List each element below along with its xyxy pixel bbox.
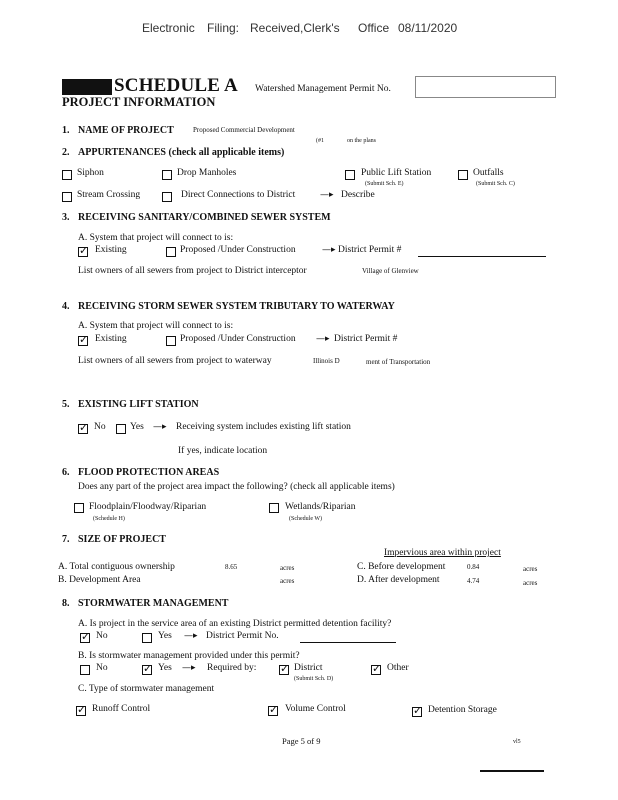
project-name-value[interactable]: Proposed Commercial Development [193, 126, 295, 134]
s3-question: A. System that project will connect to is: [78, 233, 234, 243]
s5-number: 5. [62, 399, 70, 410]
after-development-label: D. After development [357, 575, 440, 585]
describe-label: Describe [341, 190, 375, 200]
redaction-mark [62, 79, 112, 95]
total-ownership-unit: acres [280, 564, 295, 572]
volume-control-checkbox[interactable] [268, 706, 278, 716]
wetlands-checkbox[interactable] [269, 503, 279, 513]
detention-storage-checkbox[interactable] [412, 707, 422, 717]
total-ownership-label: A. Total contiguous ownership [58, 562, 175, 572]
s5-text: Receiving system includes existing lift station [176, 422, 351, 432]
s4-label: RECEIVING STORM SEWER SYSTEM TRIBUTARY TO WATERWAY [78, 301, 395, 312]
s8a-question: A. Is project in the service area of an existing District permitted detention facility? [78, 619, 392, 629]
stream-crossing-label: Stream Crossing [77, 190, 141, 200]
s4-existing-label: Existing [95, 334, 127, 344]
page-number: Page 5 of 9 [282, 736, 321, 746]
s8c-question: C. Type of stormwater management [78, 684, 215, 694]
s6-question: Does any part of the project area impact the following? (check all applicable items) [78, 482, 395, 492]
s5-if-yes: If yes, indicate location [178, 446, 268, 456]
arrow-icon: —▸ [320, 190, 334, 200]
s5-no-label: No [94, 422, 106, 432]
s8a-yes-checkbox[interactable] [142, 633, 152, 643]
public-lift-station-checkbox[interactable] [345, 170, 355, 180]
direct-connections-label: Direct Connections to District [181, 190, 296, 200]
s8a-yes-label: Yes [158, 631, 172, 641]
permit-number-field[interactable] [415, 76, 556, 98]
detention-storage-label: Detention Storage [428, 705, 497, 715]
s3-number: 3. [62, 212, 70, 223]
arrow-icon: —▸ [322, 245, 336, 255]
development-area-unit: acres [280, 577, 295, 585]
s8b-no-checkbox[interactable] [80, 665, 90, 675]
s2-label: APPURTENANCES (check all applicable items) [78, 147, 285, 158]
s5-no-checkbox[interactable] [78, 424, 88, 434]
s5-yes-checkbox[interactable] [116, 424, 126, 434]
s8b-yes-label: Yes [158, 663, 172, 673]
before-development-label: C. Before development [357, 562, 446, 572]
header-date: 08/11/2020 [398, 21, 458, 35]
arrow-icon: —▸ [182, 663, 196, 673]
s8b-district-label: District [294, 663, 323, 673]
after-development-value[interactable]: 4.74 [467, 577, 480, 585]
s4-permit-label: District Permit # [334, 334, 398, 344]
s8b-other-checkbox[interactable] [371, 665, 381, 675]
project-name-note1: (#1 [316, 138, 324, 144]
s8a-no-label: No [96, 631, 108, 641]
s4-owners-value1[interactable]: Illinois D [313, 357, 340, 365]
s3-proposed-label: Proposed /Under Construction [180, 245, 296, 255]
before-development-unit: acres [523, 565, 538, 573]
s5-label: EXISTING LIFT STATION [78, 399, 199, 410]
s8b-district-sub: (Submit Sch. D) [294, 676, 334, 682]
s8-number: 8. [62, 598, 70, 609]
stream-crossing-checkbox[interactable] [62, 192, 72, 202]
outfalls-label: Outfalls [473, 168, 504, 178]
s7-label: SIZE OF PROJECT [78, 534, 166, 545]
s8a-permit-field[interactable] [300, 642, 396, 643]
arrow-icon: —▸ [153, 422, 167, 432]
s8a-permit-label: District Permit No. [206, 631, 279, 641]
s8b-yes-checkbox[interactable] [142, 665, 152, 675]
s8b-district-checkbox[interactable] [279, 665, 289, 675]
s4-owners-label: List owners of all sewers from project to waterway [78, 356, 272, 366]
header-filing: Filing: [207, 21, 240, 35]
permit-number-label: Watershed Management Permit No. [255, 84, 391, 94]
s4-owners-value2[interactable]: ment of Transportation [366, 358, 431, 366]
s1-number: 1. [62, 125, 70, 136]
s2-number: 2. [62, 147, 70, 158]
after-development-unit: acres [523, 579, 538, 587]
s7-number: 7. [62, 534, 70, 545]
s3-label: RECEIVING SANITARY/COMBINED SEWER SYSTEM [78, 212, 331, 223]
s3-permit-field[interactable] [418, 256, 546, 257]
wetlands-label: Wetlands/Riparian [285, 502, 356, 512]
drop-manholes-checkbox[interactable] [162, 170, 172, 180]
page-subtitle: PROJECT INFORMATION [62, 95, 216, 109]
s3-owners-value[interactable]: Village of Glenview [362, 267, 419, 275]
s4-existing-checkbox[interactable] [78, 336, 88, 346]
s4-number: 4. [62, 301, 70, 312]
development-area-label: B. Development Area [58, 575, 141, 585]
project-name-note2: on the plans [347, 138, 376, 144]
outfalls-checkbox[interactable] [458, 170, 468, 180]
s4-proposed-checkbox[interactable] [166, 336, 176, 346]
public-lift-station-label: Public Lift Station [361, 168, 432, 178]
public-lift-station-sub: (Submit Sch. E) [365, 181, 404, 187]
floodplain-sub: (Schedule H) [93, 516, 125, 522]
s8b-other-label: Other [387, 663, 409, 673]
s4-proposed-label: Proposed /Under Construction [180, 334, 296, 344]
s6-number: 6. [62, 467, 70, 478]
header-office: Office [358, 21, 390, 35]
arrow-icon: —▸ [316, 334, 330, 344]
impervious-area-heading: Impervious area within project [384, 548, 501, 558]
s8b-required-label: Required by: [207, 663, 257, 673]
siphon-label: Siphon [77, 168, 104, 178]
s4-question: A. System that project will connect to is: [78, 321, 234, 331]
drop-manholes-label: Drop Manholes [177, 168, 237, 178]
s3-owners-label: List owners of all sewers from project to District interceptor [78, 266, 307, 276]
siphon-checkbox[interactable] [62, 170, 72, 180]
total-ownership-value[interactable]: 8.65 [225, 563, 238, 571]
floodplain-checkbox[interactable] [74, 503, 84, 513]
s1-label: NAME OF PROJECT [78, 125, 174, 136]
header-received: Received,Clerk's [250, 21, 340, 35]
s8a-no-checkbox[interactable] [80, 633, 90, 643]
runoff-control-label: Runoff Control [92, 704, 151, 714]
schedule-title: SCHEDULE A [114, 75, 238, 96]
footer-code: vl5 [513, 739, 521, 745]
s3-existing-checkbox[interactable] [78, 247, 88, 257]
s3-proposed-checkbox[interactable] [166, 247, 176, 257]
wetlands-sub: (Schedule W) [289, 516, 323, 522]
s5-yes-label: Yes [130, 422, 144, 432]
before-development-value[interactable]: 0.84 [467, 563, 480, 571]
s3-permit-label: District Permit # [338, 245, 402, 255]
s8b-question: B. Is stormwater management provided under this permit? [78, 651, 300, 661]
outfalls-sub: (Submit Sch. C) [476, 181, 515, 187]
runoff-control-checkbox[interactable] [76, 706, 86, 716]
footer-rule [480, 770, 544, 772]
s3-existing-label: Existing [95, 245, 127, 255]
floodplain-label: Floodplain/Floodway/Riparian [89, 502, 207, 512]
s8b-no-label: No [96, 663, 108, 673]
volume-control-label: Volume Control [285, 704, 346, 714]
header-electronic: Electronic [142, 21, 195, 35]
arrow-icon: —▸ [184, 631, 198, 641]
s8-label: STORMWATER MANAGEMENT [78, 598, 229, 609]
direct-connections-checkbox[interactable] [162, 192, 172, 202]
s6-label: FLOOD PROTECTION AREAS [78, 467, 220, 478]
